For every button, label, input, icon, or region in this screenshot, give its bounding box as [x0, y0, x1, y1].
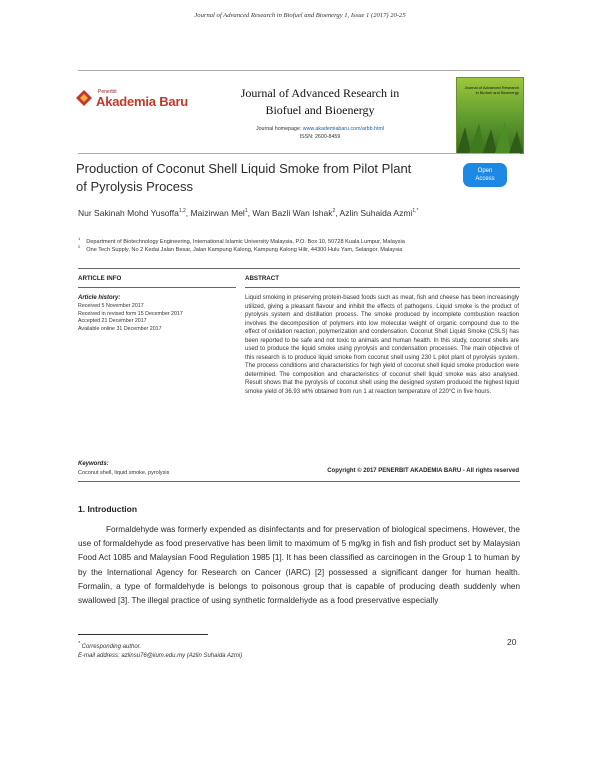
open-access-line2: Access	[475, 176, 495, 182]
homepage-link[interactable]: www.akademiabaru.com/arbb.html	[302, 126, 385, 132]
page-number: 20	[507, 637, 517, 647]
header-divider	[78, 70, 520, 71]
title-top-divider	[78, 153, 520, 154]
open-access-badge[interactable]	[463, 163, 507, 187]
info-top-divider	[78, 268, 520, 269]
publisher-name: Akademia Baru	[96, 94, 189, 109]
open-access-line1: Open	[477, 168, 493, 174]
article-history-label: Article history:	[78, 295, 121, 301]
abstract-text: Liquid smoking in preserving protein-based foods such as meat, fish and cheese has been increasingly utilized, giving a pleasant flavour and inhibit the effects of pathogens. Liquid smoke is the product of pyrolysis system and distillation process. The smoke produced by incomplete combustion reaction involves the decomposition of polymers into low molecular weight of organic compound due to the effect of oxidation reaction, polymerization and condensation. Coconut Shell Liquid Smoke (CSLS) has been reported to be safe and not toxic to animals and human health. In this study, coconut shells are used to produce the liquid smoke using pyrolysis and condensation processes. The main objective of this research is to produce liquid smoke from coconut shell using 230 L pilot plant of pyrolysis system. The process conditions and characteristics for high yield of coconut shell liquid smoke production were determined. The composition and characteristics of coconut shell liquid smoke was also analysed. Result shows that the pyrolysis of coconut shell using the designed system produced the highest liquid smoke yield of 36.93 wt% obtained from run 1 at reaction temperature of 220°C in five hours.	[245, 295, 519, 396]
history-line: Accepted 21 December 2017	[78, 318, 147, 325]
corresponding-author-text: Corresponding author.	[81, 644, 142, 650]
abstract-bottom-divider	[78, 481, 520, 482]
author-sup: 1,*	[412, 208, 419, 215]
homepage-label: Journal homepage:	[255, 126, 302, 132]
corresponding-email: E-mail address: azlinsu76@iium.edu.my (Azlin Suhaida Azmi)	[78, 653, 243, 659]
affiliation-num: 1	[78, 236, 81, 241]
affiliation-text: One Tech Supply, No 2 Kedai Jalan Besar, Jalan Kampung Kalong, Kampung Kalong Hilir, 44300 Hulu Yam, Selangor, Malaysia	[86, 246, 403, 253]
author-name: Azlin Suhaida Azmi	[339, 208, 413, 218]
footnote-divider	[78, 634, 208, 635]
abstract-column-divider	[245, 287, 520, 288]
corresponding-author-note	[78, 641, 141, 650]
publisher-label: Penerbit	[98, 89, 117, 95]
history-line: Available online 31 December 2017	[78, 325, 162, 332]
introduction-heading: 1. Introduction	[78, 504, 138, 514]
journal-name-line2: Biofuel and Bioenergy	[265, 103, 375, 117]
author-sup: 1,2	[178, 208, 186, 215]
abstract-heading: ABSTRACT	[245, 275, 280, 282]
journal-meta	[205, 125, 435, 141]
affiliation-text: Department of Biotechnology Engineering, International Islamic University Malaysia, P.O. Box 10, 50728 Kuala Lumpur, Malaysia	[86, 238, 405, 245]
affiliation-num: 2	[78, 244, 81, 249]
author-list: Nur Sakinah Mohd Yusoffa$^{1,2}$, Maizirwan Mel$^1$, Wan Bazli Wan Ishak$^2$, Azlin Suhaida Azmi$^{1,*}$	[78, 208, 419, 218]
keywords: Coconut shell, liquid smoke, pyrolysis	[78, 470, 170, 476]
article-history	[78, 303, 183, 333]
author-name: Wan Bazli Wan Ishak	[252, 208, 333, 218]
info-column-divider	[78, 287, 236, 288]
introduction-text	[78, 523, 520, 608]
affiliation	[78, 243, 518, 254]
copyright-notice: Copyright © 2017 PENERBIT AKADEMIA BARU - All rights reserved	[327, 468, 519, 474]
keywords-label: Keywords:	[78, 461, 109, 467]
author-name: Maizirwan Mel	[190, 208, 245, 218]
journal-name-line1: Journal of Advanced Research in	[240, 86, 400, 100]
history-line: Received 5 November 2017	[78, 303, 144, 309]
issn: ISSN: 2600-8459	[299, 134, 341, 140]
article-info-heading: ARTICLE INFO	[78, 275, 122, 282]
history-line: Received in revised form 15 December 2017	[78, 310, 183, 317]
cover-leaves-icon	[457, 117, 523, 153]
author-name: Nur Sakinah Mohd Yusoffa	[78, 208, 179, 218]
introduction-paragraph: Formaldehyde was formerly expended as disinfectants and for preservation of biological specimens. However, the use of formaldehyde as food preservative has been limit to maximum of 5 mg/kg in fish and fish product set by Malaysian Food Act 1085 and Malaysian Food Regulation 1985 [1]. It has been classified as carcinogen in the Group 1 to human by by the International Agency for Research on Cancer (IARC) [2] possessed a significant danger for human health. Formalin, a type of formaldehyde is belongs to poisonous group that is capable of producing death suddenly when swallowed [3]. The illegal practice of using synthetic formaldehyde as a food preservative especially	[78, 525, 520, 606]
cover-title: Journal of Advanced Research in Biofuel and Bioenergy	[464, 85, 519, 95]
footnote-mark: *	[78, 641, 80, 647]
running-header: Journal of Advanced Research in Biofuel and Bioenergy 1, Issue 1 (2017) 20-25	[194, 12, 406, 19]
author-sup: 1	[244, 208, 248, 215]
paper-title: Production of Coconut Shell Liquid Smoke from Pilot Plant of Pyrolysis Process	[76, 161, 412, 194]
journal-name	[205, 85, 435, 119]
publisher-logo-icon	[76, 90, 92, 106]
journal-cover	[456, 77, 524, 154]
author-sup: 2	[332, 208, 336, 215]
publisher-logo	[76, 88, 194, 110]
